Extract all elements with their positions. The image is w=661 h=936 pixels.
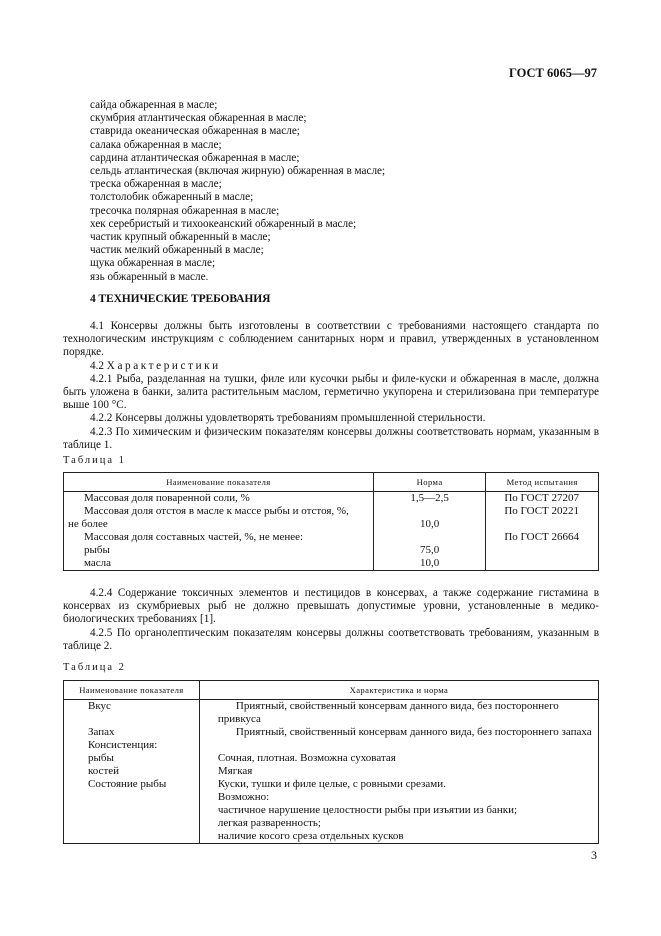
char-value: частичное нарушение целостности рыбы при изъятии из банки; [217, 804, 518, 816]
method-value: По ГОСТ 26664 [504, 531, 580, 543]
page-number: 3 [591, 848, 597, 862]
list-item: скумбрия атлантическая обжаренная в масле; [90, 112, 307, 125]
row-label: Запах [88, 726, 115, 738]
list-item: частик крупный обжаренный в масле; [90, 231, 271, 244]
list-item: язь обжаренный в масле. [90, 270, 209, 283]
table-cell-methods [486, 492, 599, 571]
row-label: не более [68, 518, 108, 530]
section-body-1 [63, 320, 599, 452]
table-1-label: Таблица 1 [63, 455, 126, 466]
method-value: По ГОСТ 20221 [504, 505, 580, 517]
method-value: По ГОСТ 27207 [504, 492, 580, 504]
char-value: Приятный, свойственный консервам данного вида, без постороннего привкуса [217, 700, 559, 725]
row-label: рыбы [88, 752, 114, 764]
table-header-cell: Норма [373, 473, 486, 492]
char-value: Сочная, плотная. Возможна суховатая [217, 752, 396, 764]
list-item: салака обжаренная в масле; [90, 138, 222, 151]
section-body-2 [63, 587, 599, 653]
norm-value: 75,0 [419, 544, 440, 556]
table-cell-chars [199, 700, 598, 844]
norm-value: 10,0 [419, 518, 440, 530]
row-label: Массовая доля отстоя в масле к массе рыбы и отстоя, %, [84, 505, 349, 517]
row-label: Консистенция: [88, 739, 158, 751]
table-cell-names [64, 492, 374, 571]
list-item: сардина атлантическая обжаренная в масле; [90, 151, 300, 164]
paragraph-4-1: 4.1 Консервы должны быть изготовлены в соответствии с требованиями настоящего стандарта по технологическим инструкциям с соблюдением санитарных норм и правил, утвержденных в установленном порядке. [63, 320, 599, 359]
table-header-row [64, 681, 599, 700]
list-item: толстолобик обжаренный в масле; [90, 191, 254, 204]
row-label: Массовая доля составных частей, %, не менее: [84, 531, 304, 543]
table-1 [63, 472, 599, 571]
norm-value: 10,0 [419, 557, 440, 569]
char-value: легкая разваренность; [217, 817, 321, 829]
row-label: рыбы [84, 544, 110, 556]
paragraph-4-2-4: 4.2.4 Содержание токсичных элементов и пестицидов в консервах, а также содержание гистамина в консервах из скумбриевых рыб не должно превышать допустимые уровни, установленные в медико-биологических требованиях [1]. [63, 587, 599, 626]
table-cell-names [64, 700, 200, 844]
row-label: костей [88, 765, 120, 777]
table-cell-norms [373, 492, 486, 571]
char-value: Приятный, свойственный консервам данного вида, без постороннего запаха [235, 726, 592, 738]
row-label: масла [84, 557, 112, 569]
table-header-cell: Метод испытания [486, 473, 599, 492]
char-value: Возможно: [217, 791, 270, 803]
paragraph-heading: Характеристики [106, 359, 221, 372]
list-item: треска обжаренная в масле; [90, 178, 222, 191]
char-value: Куски, тушки и филе целые, с ровными срезами. [217, 778, 446, 790]
row-label: Вкус [88, 700, 111, 712]
row-label: Состояние рыбы [88, 778, 167, 790]
list-item: сайда обжаренная в масле; [90, 99, 218, 111]
table-2 [63, 680, 599, 844]
document-id: ГОСТ 6065—97 [508, 66, 597, 80]
table-header-row [64, 473, 599, 492]
table-header-cell: Характеристика и норма [199, 681, 598, 700]
paragraph-4-2 [63, 360, 599, 373]
section-title: 4 ТЕХНИЧЕСКИЕ ТРЕБОВАНИЯ [90, 293, 271, 305]
paragraph-4-2-5: 4.2.5 По органолептическим показателям консервы должны соответствовать требованиям, указанным в таблице 2. [63, 626, 599, 652]
table-row [64, 492, 599, 571]
table-header-cell: Наименование показателя [64, 681, 200, 700]
norm-value: 1,5—2,5 [410, 492, 449, 504]
table-header-cell: Наименование показателя [64, 473, 374, 492]
table-row [64, 700, 599, 844]
paragraph-4-2-2: 4.2.2 Консервы должны удовлетворять требованиям промышленной стерильности. [90, 412, 486, 425]
paragraph-4-2-3: 4.2.3 По химическим и физическим показателям консервы должны соответствовать нормам, указанным в таблице 1. [63, 425, 599, 451]
list-item: ставрида океаническая обжаренная в масле; [90, 125, 300, 138]
char-value: Мягкая [217, 765, 253, 777]
list-item: хек серебристый и тихоокеанский обжаренный в масле; [90, 217, 357, 230]
table-2-label: Таблица 2 [63, 662, 126, 673]
list-item: сельдь атлантическая (включая жирную) обжаренная в масле; [90, 165, 386, 178]
fish-list [90, 99, 385, 284]
paragraph-4-2-1: 4.2.1 Рыба, разделанная на тушки, филе или кусочки рыбы и филе-куски и обжаренная в масле, должна быть уложена в банки, залита растительным маслом, герметично укупорена и стерилизована при температуре выше 100 °С. [63, 372, 599, 412]
char-value: наличие косого среза отдельных кусков [217, 830, 404, 842]
list-item: частик мелкий обжаренный в масле; [90, 244, 264, 257]
list-item: тресочка полярная обжаренная в масле; [90, 204, 280, 217]
row-label: Массовая доля поваренной соли, % [84, 492, 250, 504]
paragraph-number: 4.2 [90, 359, 104, 372]
list-item: щука обжаренная в масле; [90, 257, 216, 270]
